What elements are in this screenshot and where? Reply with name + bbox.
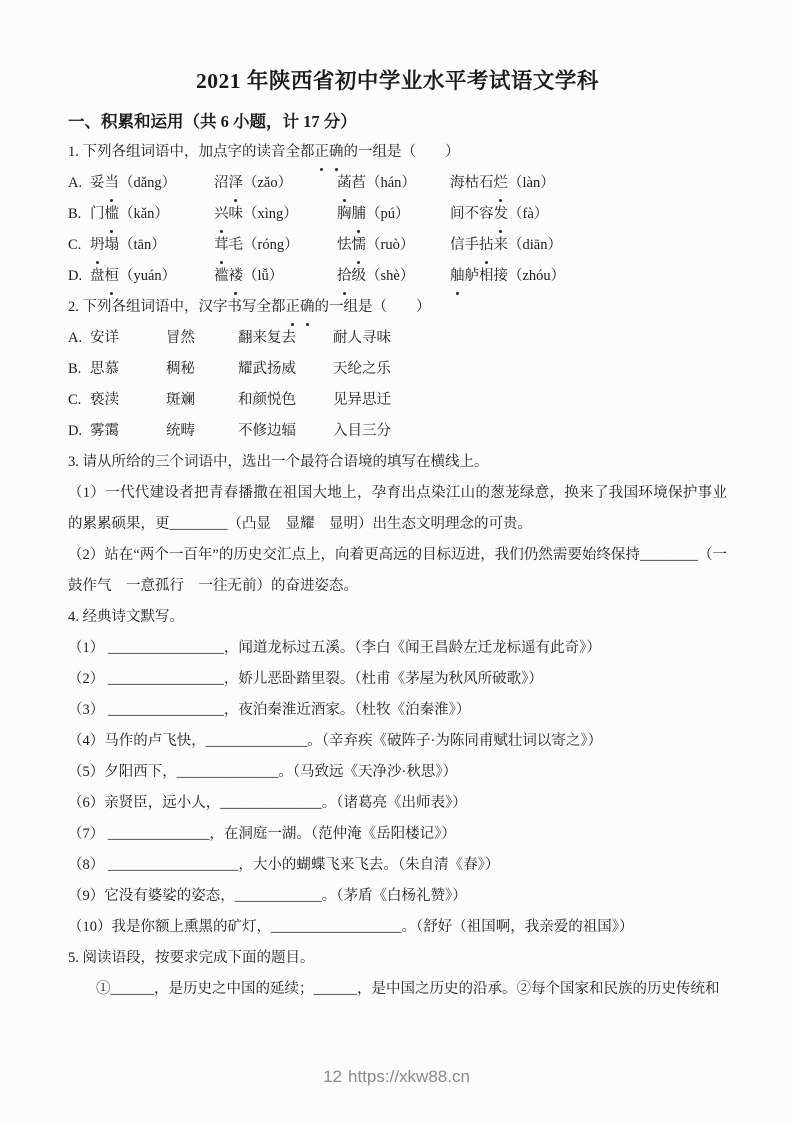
q5-stem: 5. 阅读语段，按要求完成下面的题目。 [68,950,315,966]
q2-stem-post: 的一组是（ ） [314,299,431,315]
q1-option-b [68,199,727,230]
q4-item-4: （4）马作的卢飞快，______________。（辛弃疾《破阵子·为陈同甫赋壮词以寄之》） [68,733,603,749]
option-label: C. [68,237,82,253]
q2-word: 安详 [90,330,119,346]
q1-stem-pre: 1. 下列各组词语中，加点字的读音全都 [68,144,315,160]
option-label: D. [68,268,83,284]
q2-option-b [68,354,727,385]
option-label: D. [68,423,83,439]
option-label: C. [68,392,82,408]
q2-stem-pre: 2. 下列各组词语中，汉字书写全都 [68,299,286,315]
q4-item-5: （5）夕阳西下，______________。（马致远《天净沙·秋思》） [68,764,458,780]
q1-word: 菡萏（hán） [337,168,450,199]
q1-option-c [68,230,727,261]
q2-word: 亵渎 [90,392,119,408]
q2-option-c [68,385,727,416]
q3-item-1: （1）一代代建设者把青春播撒在祖国大地上，孕育出点染江山的葱茏绿意，换来了我国环境保护事业的累累硕果，更________（凸显 显耀 显明）出生态文明理念的可贵。 [68,485,727,532]
footer-url: https://xkw88.cn [348,1067,470,1086]
page-title: 2021 年陕西省初中学业水平考试语文学科 [196,69,599,93]
q1-word: 间不容发（fà） [450,199,727,230]
q1-word: 舳舻相接（zhóu） [450,261,727,292]
q2-word: 耀武扬威 [238,361,296,377]
q1-word: 盘桓（yuán） [90,261,214,292]
q2-word: 雾霭 [90,423,119,439]
q2-word: 思慕 [90,361,119,377]
q3-stem: 3. 请从所给的三个词语中，选出一个最符合语境的填写在横线上。 [68,454,489,470]
q4-item-9: （9）它没有婆娑的姿态，____________。（茅盾《白杨礼赞》） [68,888,467,904]
q2-word: 冒然 [166,330,195,346]
q2-word: 见异思迁 [333,392,391,408]
q2-word: 入目三分 [333,423,391,439]
q1-word: 褴褛（lǚ） [214,261,337,292]
section-heading: 一、积累和运用（共 6 小题，计 17 分） [68,112,357,131]
option-label: A. [68,330,83,346]
q1-option-d [68,261,727,292]
q1-word: 沼泽（zǎo） [214,168,337,199]
q2-word: 稠秘 [166,361,195,377]
option-label: A. [68,175,83,191]
q4-stem: 4. 经典诗文默写。 [68,609,184,625]
q2-word: 翻来复去 [238,330,296,346]
q4-item-7: （7） ______________，在洞庭一湖。（范仲淹《岳阳楼记》） [68,826,456,842]
q1-word: 海枯石烂（làn） [450,168,727,199]
q1-word: 坍塌（tān） [90,230,214,261]
q1-word: 拾级（shè） [337,261,450,292]
q2-stem [68,292,727,323]
q1-stem-post: 的一组是（ ） [343,144,460,160]
q2-word: 和颜悦色 [238,392,296,408]
q1-option-a [68,168,727,199]
q2-word: 统畴 [166,423,195,439]
q4-item-6: （6）亲贤臣，远小人，______________。（诸葛亮《出师表》） [68,795,467,811]
q2-word: 不修边辐 [238,423,296,439]
q5-passage: ①______，是历史之中国的延续；______，是中国之历史的沿承。②每个国家和民族的历史传统和 [96,981,720,997]
q1-word: 门槛（kǎn） [90,199,214,230]
q1-stem-emphasis: 正确 [315,144,344,160]
q2-word: 耐人寻味 [333,330,391,346]
q1-word: 兴味（xìng） [214,199,337,230]
page-footer [0,1066,793,1088]
option-label: B. [68,206,82,222]
q4-item-10: （10）我是你额上熏黑的矿灯，__________________。（舒好（祖国啊，我亲爱的祖国》） [68,919,634,935]
q2-option-a [68,323,727,354]
footer-page-number: 12 [323,1067,343,1086]
q2-option-d [68,416,727,447]
q1-word: 茸毛（róng） [214,230,337,261]
q2-word: 斑斓 [166,392,195,408]
q4-item-3: （3） ________________，夜泊秦淮近酒家。（杜牧《泊秦淮》） [68,702,471,718]
q4-item-8: （8） __________________，大小的蝴蝶飞来飞去。（朱自清《春》） [68,857,500,873]
q1-word: 妥当（dǎng） [90,168,214,199]
q1-word: 怯懦（ruò） [337,230,450,261]
q1-stem [68,137,727,168]
q1-word: 胸脯（pú） [337,199,450,230]
option-label: B. [68,361,82,377]
q2-word: 天纶之乐 [333,361,391,377]
q4-item-2: （2） ________________，娇儿恶卧踏里裂。（杜甫《茅屋为秋风所破歌》） [68,671,543,687]
q4-item-1: （1） ________________，闻道龙标过五溪。（李白《闻王昌龄左迁龙标遥有此奇》） [68,640,601,656]
q2-stem-emphasis: 正确 [286,299,315,315]
q1-word: 信手拈来（diān） [450,230,727,261]
q3-item-2: （2）站在“两个一百年”的历史交汇点上，向着更高远的目标迈进，我们仍然需要始终保持________（一鼓作气 一意孤行 一往无前）的奋进姿态。 [68,547,727,594]
